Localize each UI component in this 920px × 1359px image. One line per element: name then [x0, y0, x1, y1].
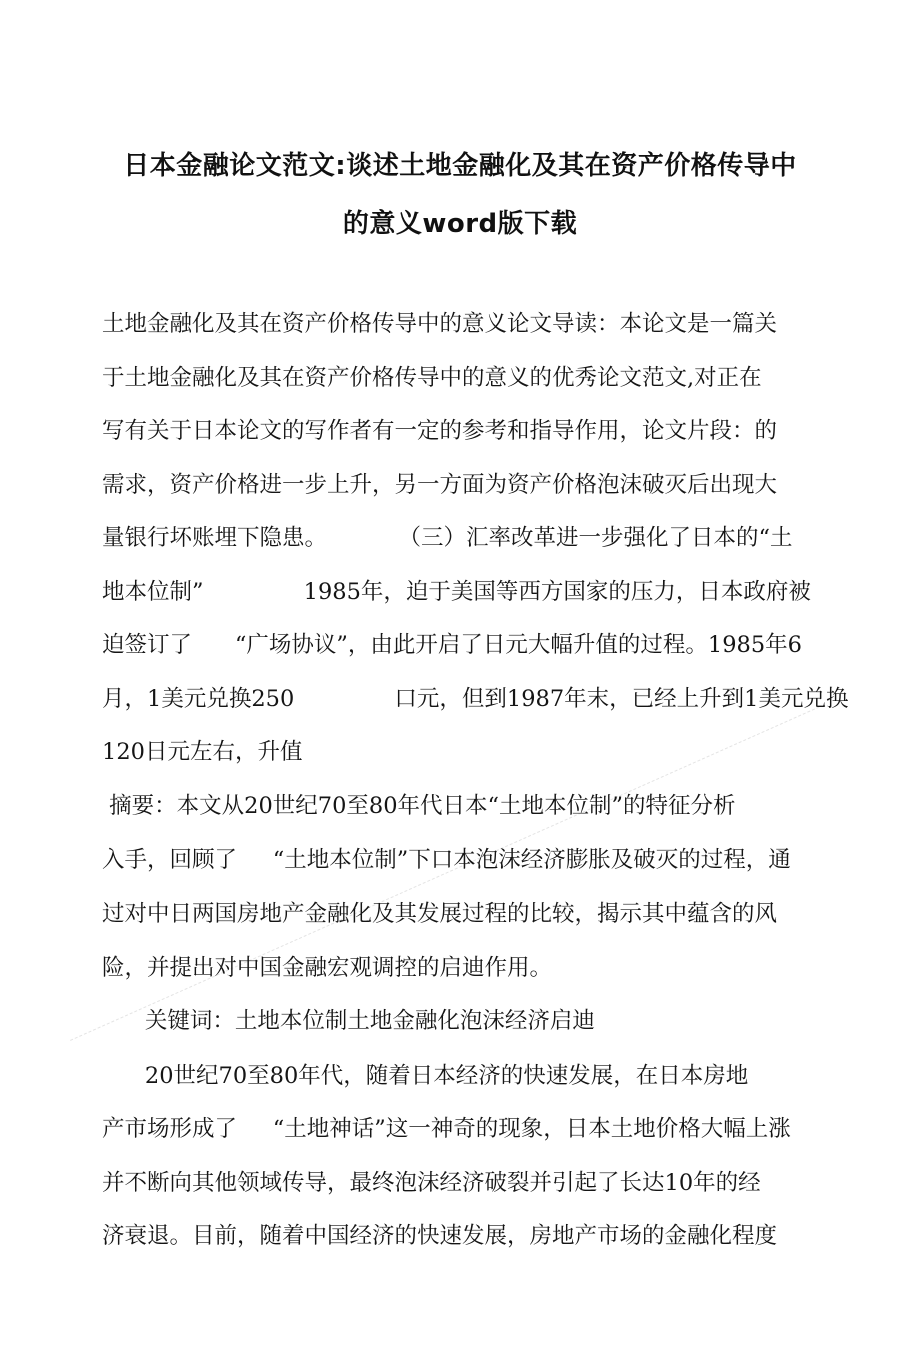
document-title-line-1: 日本金融论文范文:谈述土地金融化及其在资产价格传导中	[123, 151, 797, 181]
body-line-7: 迫签订了 “广场协议”，由此开启了日元大幅升值的过程。1985年6	[102, 632, 802, 658]
intro-line-4: 济衰退。目前，随着中国经济的快速发展，房地产市场的金融化程度	[102, 1223, 778, 1249]
body-line-1: 土地金融化及其在资产价格传导中的意义论文导读：本论文是一篇关	[102, 311, 778, 337]
body-line-4: 需求，资产价格进一步上升，另一方面为资产价格泡沫破灭后出现大	[102, 472, 778, 498]
body-line-6: 地本位制” 1985年，迫于美国等西方国家的压力，日本政府被	[102, 579, 811, 605]
intro-line-1: 20世纪70至80年代，随着日本经济的快速发展，在日本房地	[102, 1063, 749, 1089]
abstract-line-2: 入手，回顾了 “土地本位制”下口本泡沫经济膨胀及破灭的过程，通	[102, 847, 791, 873]
intro-line-2: 产市场形成了 “土地神话”这一神奇的现象，日本土地价格大幅上涨	[102, 1116, 791, 1142]
document-title-line-2: 的意义word版下载	[342, 209, 578, 239]
abstract-line-4: 险，并提出对中国金融宏观调控的启迪作用。	[102, 955, 553, 981]
body-line-2: 于土地金融化及其在资产价格传导中的意义的优秀论文范文,对正在	[102, 365, 762, 391]
intro-line-3: 并不断向其他领域传导，最终泡沫经济破裂并引起了长达10年的经	[102, 1170, 761, 1196]
abstract-line-3: 过对中日两国房地产金融化及其发展过程的比较，揭示其中蕴含的风	[102, 901, 778, 927]
body-line-8: 月，1美元兑换250 口元，但到1987年末，已经上升到1美元兑换	[102, 686, 849, 712]
body-line-9: 120日元左右，升值	[102, 739, 303, 765]
keywords-line: 关键词：土地本位制土地金融化泡沫经济启迪	[102, 1008, 595, 1034]
body-line-5: 量银行坏账埋下隐患。 （三）汇率改革进一步强化了日本的“土	[102, 525, 793, 551]
body-line-3: 写有关于日本论文的写作者有一定的参考和指导作用，论文片段：的	[102, 418, 778, 444]
abstract-line-1: 摘要：本文从20世纪70至80年代日本“土地本位制”的特征分析	[102, 793, 736, 819]
